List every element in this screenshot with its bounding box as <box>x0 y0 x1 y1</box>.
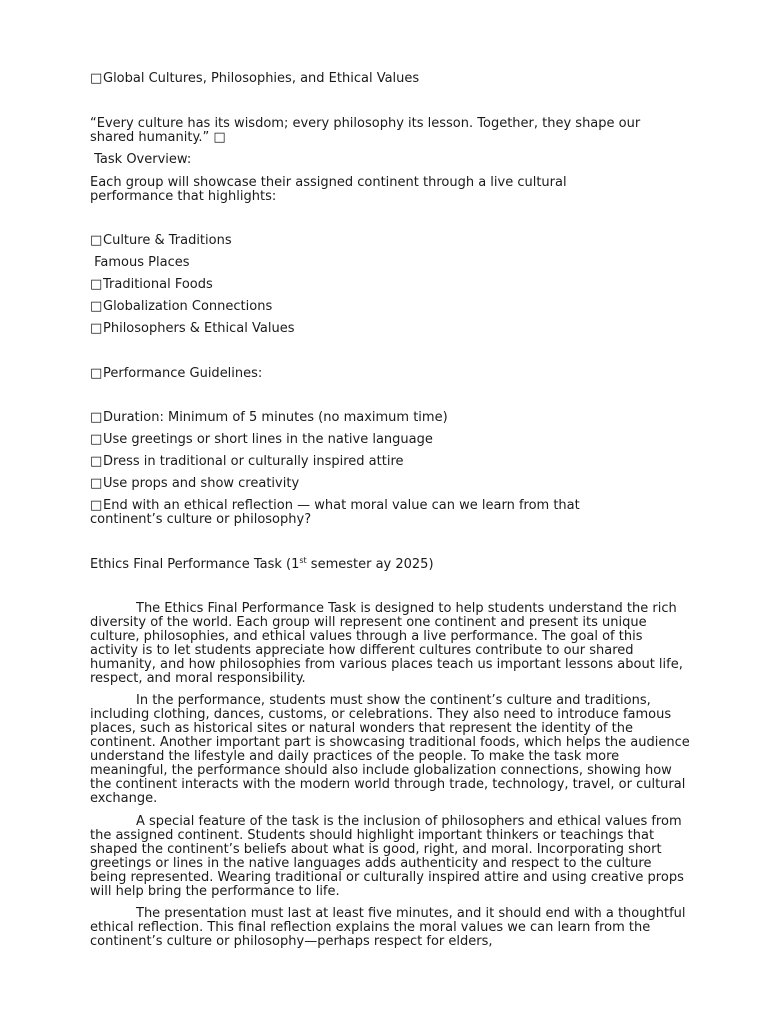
highlight-item: □Globalization Connections <box>90 299 273 314</box>
intro-line-1: Each group will showcase their assigned continent through a live cultural <box>90 175 567 190</box>
guideline-item: □Use greetings or short lines in the native language <box>90 432 433 447</box>
emoji-placeholder-icon: □ <box>90 233 103 248</box>
heading: □Global Cultures, Philosophies, and Ethical Values <box>90 71 420 86</box>
guideline-item: □Dress in traditional or culturally inspired attire <box>90 454 404 469</box>
emoji-placeholder-icon: □ <box>90 432 103 447</box>
highlight-item: Famous Places <box>94 255 190 270</box>
body-paragraph: A special feature of the task is the inclusion of philosophers and ethical values from the assigned continent. Students should highlight important thinkers or teachings that shaped the continent’s beliefs about what is good, right, and moral. Incorporating short greetings or lines in the native languages adds authenticity and respect to the culture being represented. Wearing traditional or culturally inspired attire and using creative props will help bring the performance to life. <box>90 814 684 899</box>
final-task-title: Ethics Final Performance Task (1st semester ay 2025) <box>90 556 434 572</box>
emoji-placeholder-icon: □ <box>90 454 103 469</box>
highlight-item: □Culture & Traditions <box>90 233 232 248</box>
guidelines-label: □Performance Guidelines: <box>90 366 263 381</box>
emoji-placeholder-icon: □ <box>90 299 103 314</box>
guideline-item-continuation: continent’s culture or philosophy? <box>90 512 312 527</box>
emoji-placeholder-icon: □ <box>90 498 103 513</box>
intro-line-2: performance that highlights: <box>90 189 277 204</box>
emoji-placeholder-icon: □ <box>90 71 103 86</box>
body-paragraph: In the performance, students must show the continent’s culture and traditions, including clothing, dances, customs, or celebrations. They also need to introduce famous places, such as historical sites or natural wonders that represent the identity of the continent. Another important part is showcasing traditional foods, which helps the audience understand the lifestyle and daily practices of the people. To make the task more meaningful, the performance should also include globalization connections, showing how the continent interacts with the modern world through trade, technology, travel, or cultural exchange. <box>90 693 690 806</box>
emoji-placeholder-icon: □ <box>90 277 103 292</box>
emoji-placeholder-icon: □ <box>90 476 103 491</box>
body-paragraph: The Ethics Final Performance Task is designed to help students understand the rich diversity of the world. Each group will represent one continent and present its unique culture, philosophies, and ethical values through a live performance. The goal of this activity is to let students appreciate how different cultures contribute to our shared humanity, and how philosophies from various places teach us important lessons about life, respect, and moral responsibility. <box>90 601 683 686</box>
emoji-placeholder-icon: □ <box>90 410 103 425</box>
guideline-item: □End with an ethical reflection — what moral value can we learn from that <box>90 498 580 513</box>
quote-line-1: “Every culture has its wisdom; every philosophy its lesson. Together, they shape our <box>90 116 641 131</box>
emoji-placeholder-icon: □ <box>90 321 103 336</box>
highlight-item: □Traditional Foods <box>90 277 213 292</box>
guideline-item: □Duration: Minimum of 5 minutes (no maximum time) <box>90 410 448 425</box>
guideline-item: □Use props and show creativity <box>90 476 300 491</box>
highlight-item: □Philosophers & Ethical Values <box>90 321 295 336</box>
quote-line-2: shared humanity.” □ <box>90 130 226 145</box>
emoji-placeholder-icon: □ <box>90 366 103 381</box>
body-paragraph: The presentation must last at least five minutes, and it should end with a thoughtful ethical reflection. This final reflection explains the moral values we can learn from the continent’s culture or philosophy—perhaps respect for elders, <box>90 906 686 949</box>
emoji-placeholder-icon: □ <box>213 130 226 145</box>
task-overview-label: Task Overview: <box>94 152 192 167</box>
